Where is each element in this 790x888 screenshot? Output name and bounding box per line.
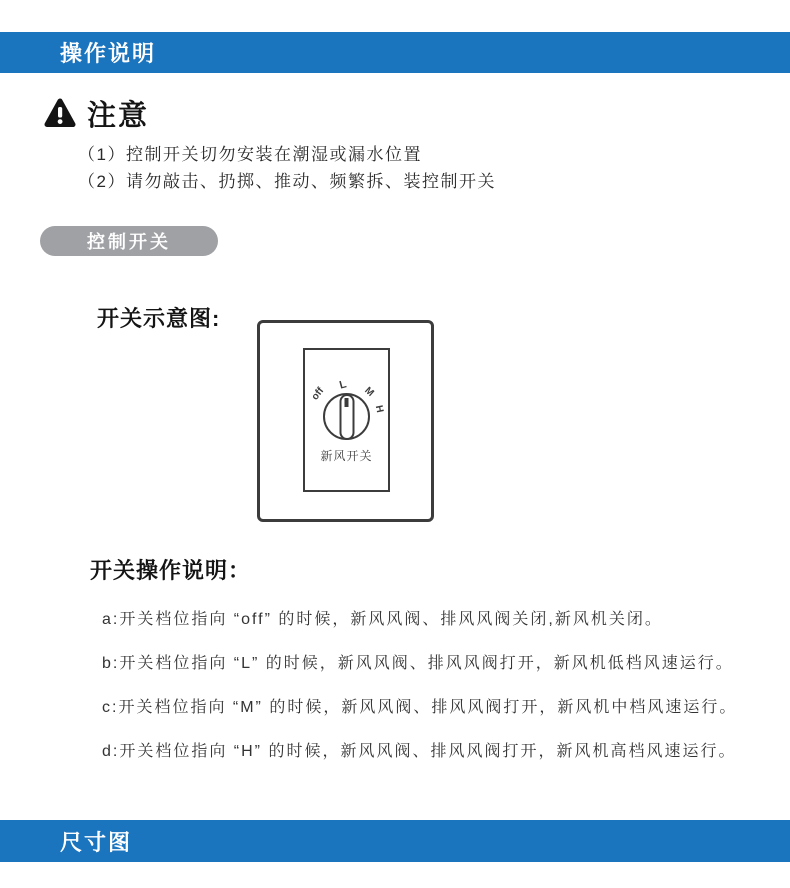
operation-item-c: c:开关档位指向 “M” 的时候，新风风阀、排风风阀打开，新风机中档风速运行。	[102, 699, 738, 716]
switch-panel-diagram	[257, 320, 434, 522]
warning-triangle-icon	[44, 97, 76, 129]
operation-item-d: d:开关档位指向 “H” 的时候，新风风阀、排风风阀打开，新风机高档风速运行。	[102, 743, 737, 760]
notice-list	[78, 141, 496, 195]
operation-instructions-title: 开关操作说明：	[90, 558, 252, 583]
section-header-dimensions	[0, 820, 790, 862]
switch-faceplate	[303, 348, 390, 492]
notice-title: 注意	[87, 99, 150, 132]
notice-item-2: （2）请勿敲击、扔掷、推动、频繁拆、装控制开关	[78, 172, 496, 191]
dimensions-section-title: 尺寸图	[60, 829, 133, 855]
section-header-operation	[0, 32, 790, 73]
operation-instructions-list	[102, 611, 737, 787]
knob-position-high-label: H	[372, 404, 386, 414]
notice-item-1: （1）控制开关切勿安装在潮湿或漏水位置	[78, 145, 422, 164]
control-switch-section-label: 控制开关	[40, 226, 218, 256]
switch-diagram-title: 开关示意图:	[97, 306, 221, 331]
notice-heading	[44, 96, 149, 130]
knob-position-medium-label: M	[362, 385, 376, 399]
knob-slot-mark	[345, 398, 349, 407]
rotary-knob	[323, 393, 370, 440]
switch-caption: 新风开关	[320, 449, 373, 463]
knob-position-low-label: L	[338, 378, 348, 392]
operation-section-title: 操作说明	[60, 41, 157, 66]
operation-item-a: a:开关档位指向 “off” 的时候，新风风阀、排风风阀关闭,新风机关闭。	[102, 611, 663, 628]
operation-item-b: b:开关档位指向 “L” 的时候，新风风阀、排风风阀打开，新风机低档风速运行。	[102, 655, 734, 672]
knob-position-off-label: off	[309, 385, 327, 403]
knob-pointer	[339, 394, 354, 440]
